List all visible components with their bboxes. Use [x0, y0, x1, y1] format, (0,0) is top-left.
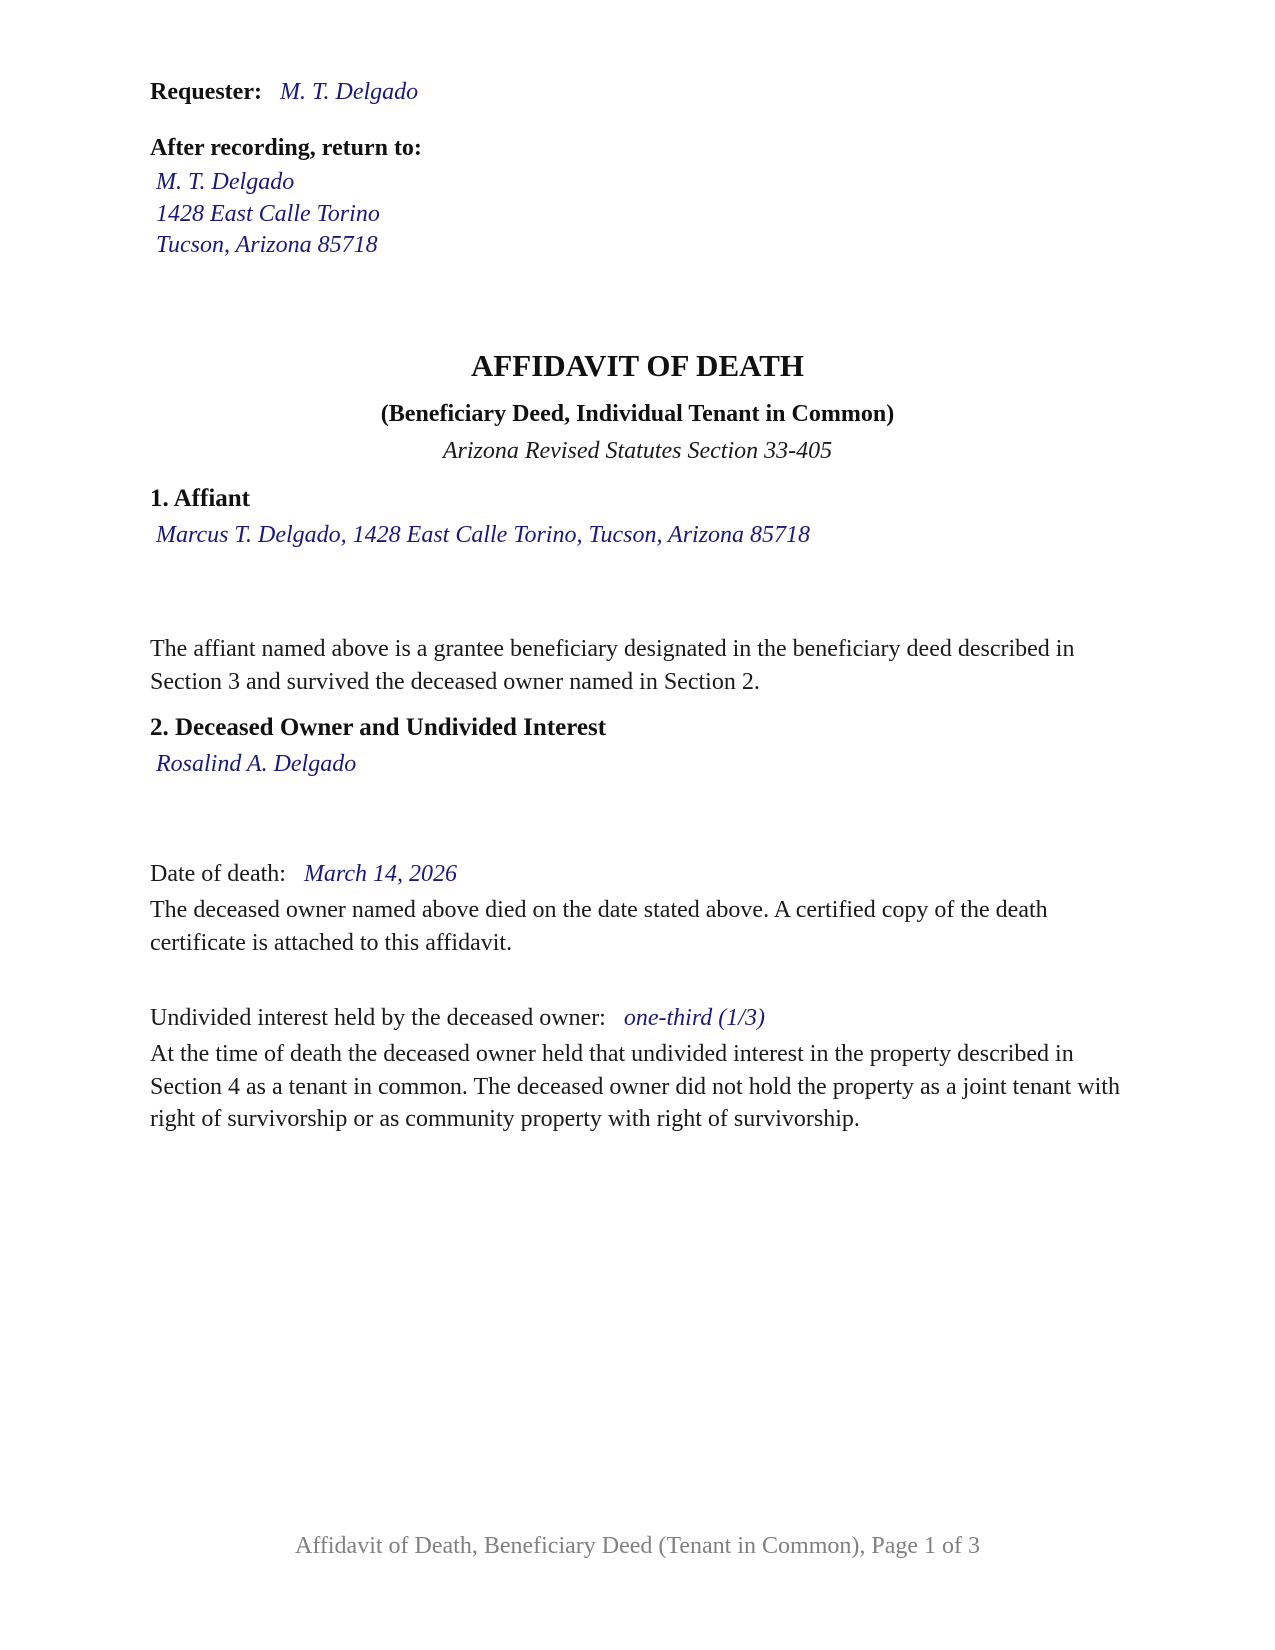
requester-value: M. T. Delgado [279, 79, 419, 105]
document-subtitle: (Beneficiary Deed, Individual Tenant in Common) [380, 401, 895, 427]
requester-label: Requester: [150, 79, 262, 105]
deceased-owner-value: Rosalind A. Delgado [156, 751, 357, 777]
return-to-label-text: After recording, return to: [150, 135, 422, 161]
date-of-death-label: Date of death: [150, 861, 286, 887]
undivided-interest-line [150, 1002, 765, 1034]
undivided-interest-body: At the time of death the deceased owner held that undivided interest in the property described in Section 4 as a tenant in common. The deceased owner did not hold the property as a joint tenant with right of survivorship or as community property with right of survivorship. [150, 1041, 1120, 1132]
statute-reference: Arizona Revised Statutes Section 33-405 [442, 438, 833, 464]
date-of-death-line [150, 858, 457, 890]
undivided-interest-label: Undivided interest held by the deceased owner: [150, 1005, 606, 1031]
requester-line [150, 76, 418, 108]
return-to-city: Tucson, Arizona 85718 [156, 232, 378, 258]
section-1-body: The affiant named above is a grantee beneficiary designated in the beneficiary deed described in Section 3 and survived the deceased owner named in Section 2. [150, 636, 1075, 695]
section-2-heading: 2. Deceased Owner and Undivided Interest [150, 714, 607, 741]
date-of-death-value: March 14, 2026 [303, 861, 458, 887]
return-to-label [150, 132, 422, 164]
return-to-street: 1428 East Calle Torino [156, 201, 380, 227]
undivided-interest-value: one-third (1/3) [623, 1005, 765, 1031]
affiant-value: Marcus T. Delgado, 1428 East Calle Torino, Tucson, Arizona 85718 [156, 522, 811, 548]
date-of-death-body: The deceased owner named above died on the date stated above. A certified copy of the death certificate is attached to this affidavit. [150, 897, 1048, 956]
document-title: AFFIDAVIT OF DEATH [470, 348, 804, 383]
page-footer: Affidavit of Death, Beneficiary Deed (Tenant in Common), Page 1 of 3 [294, 1533, 980, 1559]
section-1-heading: 1. Affiant [150, 485, 250, 512]
return-to-name: M. T. Delgado [156, 169, 295, 195]
